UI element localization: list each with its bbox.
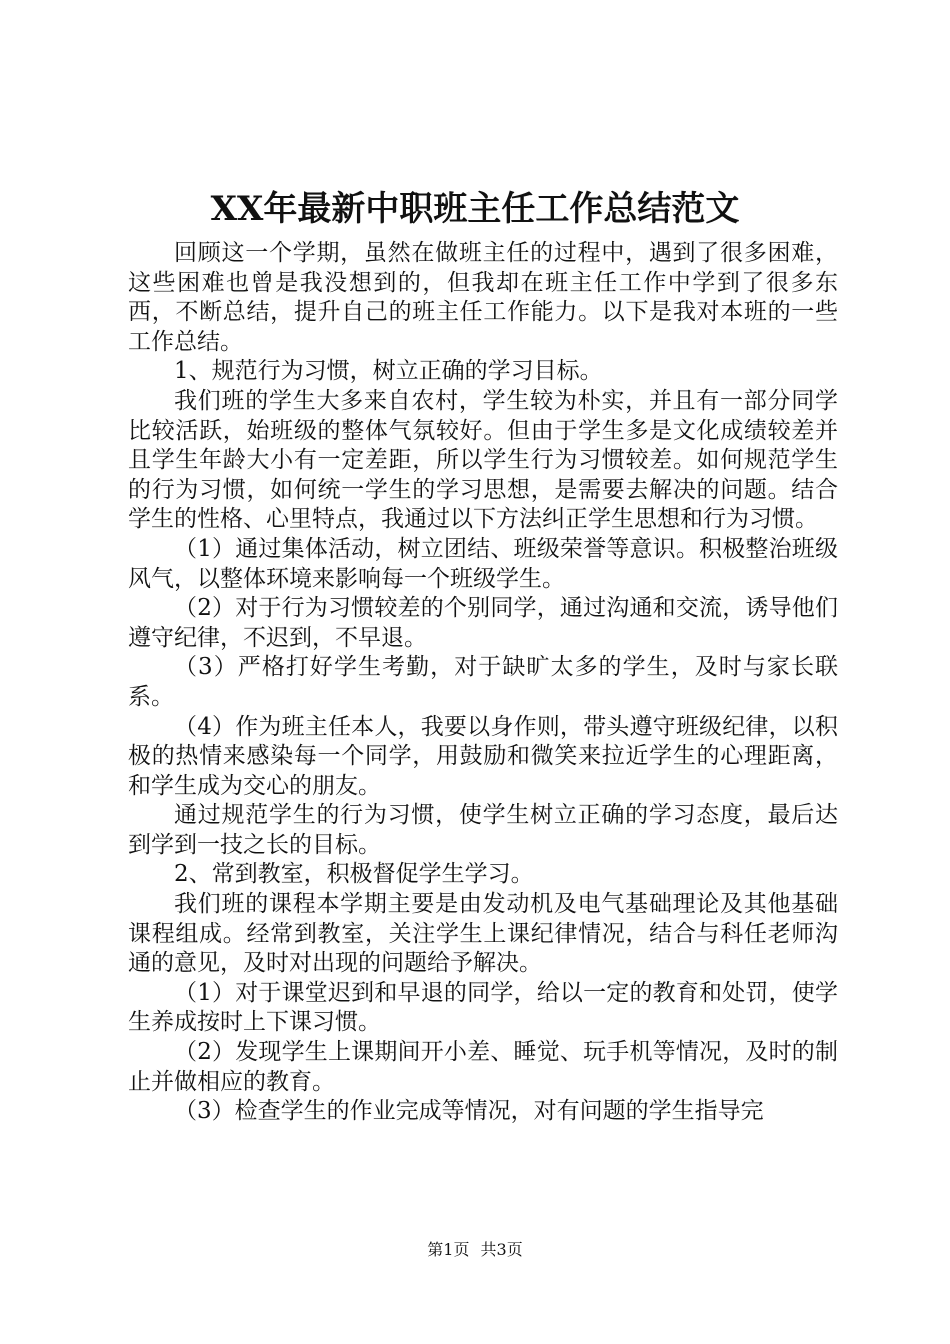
list-item: （2）对于行为习惯较差的个别同学，通过沟通和交流，诱导他们遵守纪律，不迟到，不早退。 <box>128 595 838 651</box>
document-title: XX年最新中职班主任工作总结范文 <box>210 189 740 229</box>
page-number: 第1页 <box>427 1240 470 1259</box>
section-heading: 2、常到教室，积极督促学生学习。 <box>174 861 534 888</box>
section-heading: 1、规范行为习惯，树立正确的学习目标。 <box>174 358 603 385</box>
list-item: （1）对于课堂迟到和早退的同学，给以一定的教育和处罚，使学生养成按时上下课习惯。 <box>128 979 838 1036</box>
list-item: （3）检查学生的作业完成等情况，对有问题的学生指导完 <box>174 1098 764 1125</box>
paragraph: 我们班的课程本学期主要是由发动机及电气基础理论及其他基础课程组成。经常到教室，关注学生上课纪律情况，结合与科任老师沟通的意见，及时对出现的问题给予解决。 <box>128 891 838 977</box>
list-item: （1）通过集体活动，树立团结、班级荣誉等意识。积极整治班级风气，以整体环境来影响每一个班级学生。 <box>128 535 838 592</box>
list-item: （2）发现学生上课期间开小差、睡觉、玩手机等情况，及时的制止并做相应的教育。 <box>128 1039 838 1095</box>
list-item: （3）严格打好学生考勤，对于缺旷太多的学生，及时与家长联系。 <box>128 654 838 710</box>
page-footer <box>0 1240 950 1260</box>
paragraph: 通过规范学生的行为习惯，使学生树立正确的学习态度，最后达到学到一技之长的目标。 <box>128 802 838 858</box>
page-total: 共3页 <box>480 1240 523 1259</box>
document-body <box>128 239 838 1127</box>
list-item: （4）作为班主任本人，我要以身作则，带头遵守班级纪律，以积极的热情来感染每一个同学，用鼓励和微笑来拉近学生的心理距离，和学生成为交心的朋友。 <box>128 713 838 799</box>
paragraph: 我们班的学生大多来自农村，学生较为朴实，并且有一部分同学比较活跃，始班级的整体气氛较好。但由于学生多是文化成绩较差并且学生年龄大小有一定差距，所以学生行为习惯较差。如何规范学生的行为习惯，如何统一学生的学习思想，是需要去解决的问题。结合学生的性格、心里特点，我通过以下方法纠正学生思想和行为习惯。 <box>128 387 838 533</box>
paragraph: 回顾这一个学期，虽然在做班主任的过程中，遇到了很多困难，这些困难也曾是我没想到的，但我却在班主任工作中学到了很多东西，不断总结，提升自己的班主任工作能力。以下是我对本班的一些工作总结。 <box>128 240 838 355</box>
